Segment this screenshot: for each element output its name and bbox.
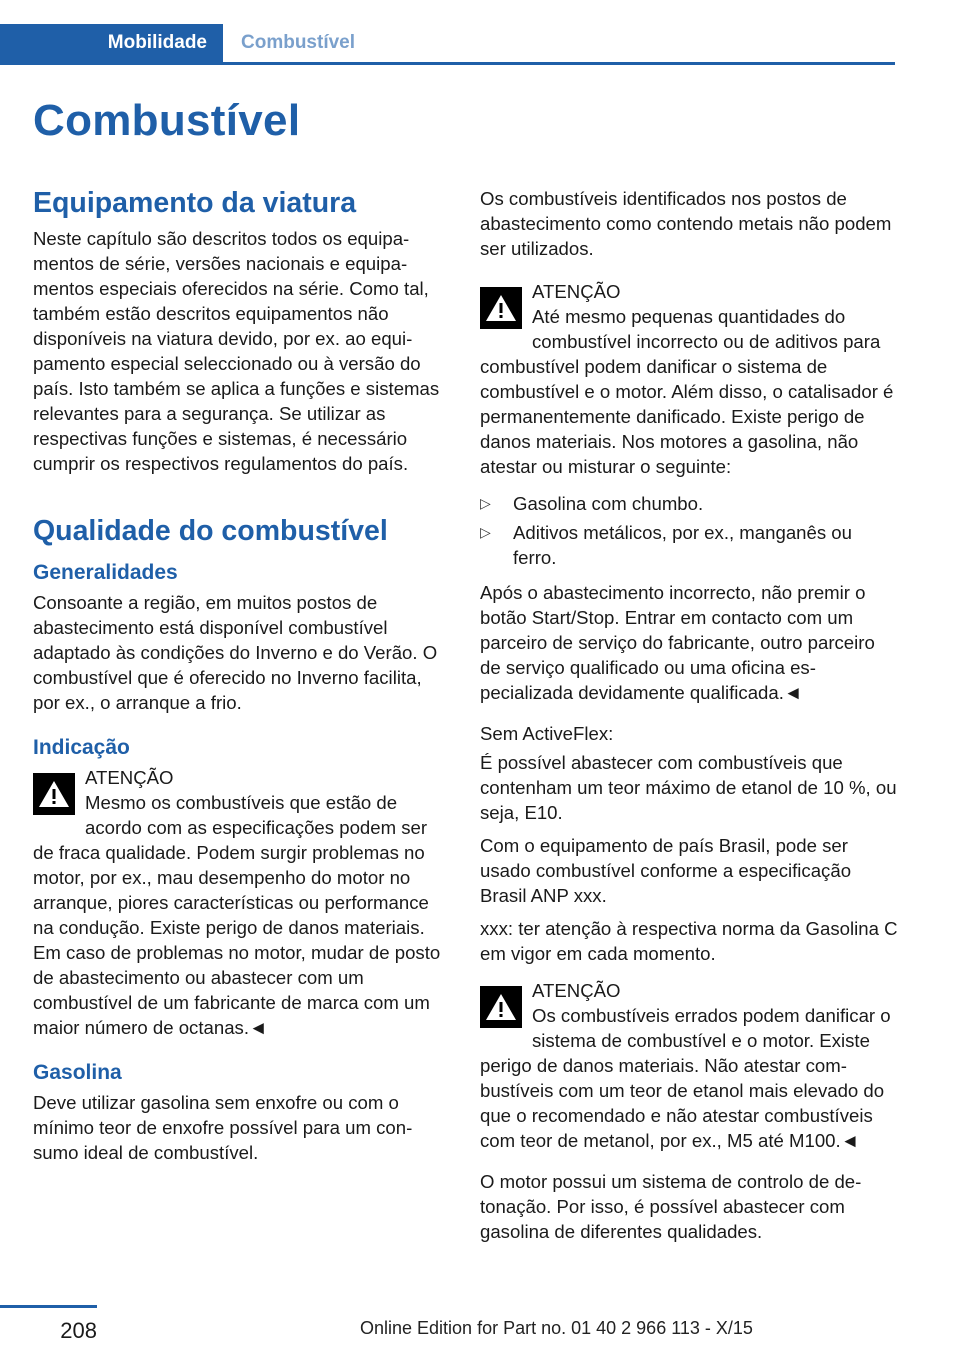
warning-text: Os combustíveis errados podem danificar o sistema de combustível e o motor. Existe perigo de danos materiais. Não atestar combustíveis com um teor de etanol mais elevado do que o recomendado e não atestar combustíveis com teor de metanol, por ex., M5 até M100.◄ [480,1005,891,1151]
warning-triangle-icon [480,287,522,329]
bullet-list [480,491,898,570]
right-column [480,186,898,1258]
warning-title: ATENÇÃO [532,281,621,302]
paragraph-gasolina: Deve utilizar gasolina sem enxofre ou com o mínimo teor de enxofre possível para um consumo ideal de combustível. [33,1092,413,1163]
left-column [33,186,451,1179]
tab-mobilidade-label: Mobilidade [107,32,207,53]
paragraph-metais: Os combustíveis identificados nos postos de abastecimento como contendo metais não podem ser utilizados. [480,188,892,259]
paragraph-xxx: xxx: ter atenção à respectiva norma da Gasolina C em vigor em cada momento. [480,918,898,964]
warning-block [480,279,898,479]
warning-triangle-icon [33,773,75,815]
list-item-text: Aditivos metálicos, por ex., manganês ou ferro. [513,522,852,568]
paragraph-equipamento: Neste capítulo são descritos todos os equipamentos de série, versões nacionais e equipamentos especiais oferecidos na série. Como tal, também estão descritos equipamentos não disponíveis na viatura devido, por ex. ao equipamento especial seleccionado ou à versão do país. Isto também se aplica a funções e sistemas relevantes para a segurança. Se utilizar as respectivas funções e sistemas, é necessário cumprir os respectivos regulamentos do país. [33,228,440,474]
heading-generalidades: Generalidades [33,561,178,584]
paragraph-generalidades: Consoante a região, em muitos postos de abastecimento está disponível combustível adaptado às condições do Inverno e do Verão. O combustível que é oferecido no Inverno facilita, por ex., o arranque a frio. [33,592,438,713]
paragraph-apos: Após o abastecimento incorrecto, não premir o botão Start/Stop. Entrar em contacto com um parceiro de serviço do fabricante, outro parceiro de serviço qualificado ou uma oficina especializada devidamente qualificada.◄ [480,582,875,703]
footer-rule [0,1305,97,1308]
tab-mobilidade[interactable] [0,24,223,62]
warning-title: ATENÇÃO [532,980,621,1001]
page-title: Combustível [33,96,301,145]
warning-block [480,978,898,1153]
page-number: 208 [60,1318,97,1343]
list-item [480,491,898,516]
heading-qualidade: Qualidade do combustível [33,515,388,547]
list-item-text: Gasolina com chumbo. [513,493,704,514]
heading-equipamento: Equipamento da viatura [33,187,357,219]
header-bar [0,24,895,65]
warning-triangle-icon [480,986,522,1028]
heading-gasolina: Gasolina [33,1061,122,1084]
triangle-right-icon: ▷ [480,524,491,540]
list-item [480,520,898,570]
paragraph-brasil: Com o equipamento de país Brasil, pode ser usado combustível conforme a especificação Brasil ANP xxx. [480,835,852,906]
paragraph-sem-activeflex: É possível abastecer com combustíveis que contenham um teor máximo de etanol de 10 %, ou seja, E10. [480,752,897,823]
warning-text: Mesmo os combustíveis que estão de acordo com as especificações podem ser de fraca qualidade. Podem surgir problemas no motor, por ex., mau desempenho do motor no arranque, piores características ou performance na condução. Existe perigo de danos materiais. Em caso de problemas no motor, mudar de posto de abastecimento ou abastecer com um combustível de um fabricante de marca com um maior número de octanas.◄ [33,792,441,1038]
warning-title: ATENÇÃO [85,767,174,788]
warning-block [33,765,451,1040]
paragraph-motor: O motor possui um sistema de controlo de detonação. Por isso, é possível abastecer com gasolina de diferentes qualidades. [480,1171,862,1242]
paragraph-sem-activeflex-label: Sem ActiveFlex: [480,723,614,744]
heading-indicacao: Indicação [33,736,130,759]
footer-edition: Online Edition for Part no. 01 40 2 966 113 - X/15 [360,1318,753,1338]
tab-combustivel[interactable]: Combustível [241,32,356,53]
triangle-right-icon: ▷ [480,495,491,511]
warning-text: Até mesmo pequenas quantidades do combustível incorrecto ou de aditivos para combustível podem danificar o sistema de combustível e o motor. Além disso, o catalisador é permanentemente danificado. Existe perigo de danos materiais. Nos motores a gasolina, não atestar ou misturar o seguinte: [480,306,894,477]
